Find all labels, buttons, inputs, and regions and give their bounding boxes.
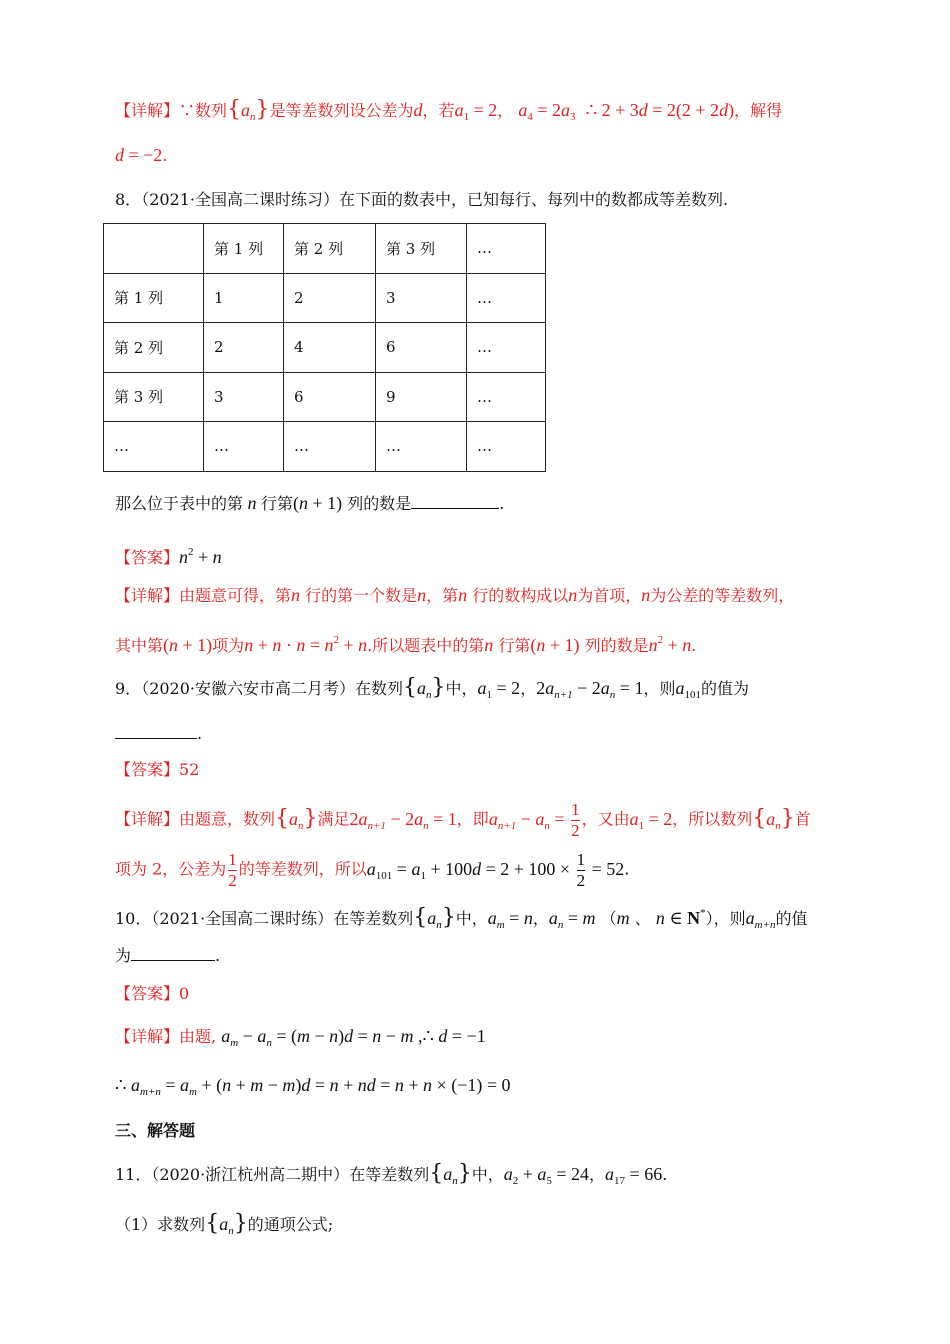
table-cell: 第 2 列 [284,224,376,274]
math: n [291,585,301,605]
text: 中， [455,909,488,928]
table-cell: 6 [376,323,467,373]
table-cell: … [376,422,467,472]
math: $n^2 + n$ [648,634,692,655]
text: . [499,494,505,513]
text: . [691,636,697,655]
text: 由题意，数列 [179,809,276,829]
table-cell: 第 2 列 [104,323,204,373]
math: $\{a_n\}$ [413,905,456,931]
table-cell: 2 [204,323,284,373]
math: $a_{17} = 66$ [605,1164,663,1187]
text: 由题, [179,1027,217,1046]
math: d = −2 [115,145,163,165]
text: 的值 [775,909,808,928]
math: $n + n \cdot n = n^2 + n$ [244,634,368,655]
table-cell: 9 [376,372,467,422]
q9-blank-line [115,722,202,746]
detail-tag: 【详解】 [115,1027,180,1046]
text: （1）求数列 [115,1215,206,1234]
table-cell: … [284,422,376,472]
text: 的值为 [700,679,749,698]
math: $2a_{n+1} - 2a_n = 1$ [536,678,644,701]
table-cell: 3 [376,273,467,323]
text: 那么位于表中的第 [115,494,244,513]
table-cell: 第 1 列 [204,224,284,274]
math: $\{a_n\}$ [205,1211,248,1237]
table-cell [104,224,204,274]
text: 其中第 [115,636,164,655]
number-table [103,223,546,472]
text: ∵数列 [179,101,228,120]
q9-stem [115,676,749,707]
table-row [104,273,546,323]
question-number: 10． [115,909,152,928]
answer-blank [411,494,499,509]
table-cell: … [104,422,204,472]
answer-value: 52 [179,760,200,779]
math: n [417,585,427,605]
question-source: （2020·安徽六安市高二月考） [141,679,355,698]
q8-question [115,491,504,516]
table-cell: … [204,422,284,472]
math: n ∈ N* [655,907,706,928]
table-row [104,224,546,274]
math: n [568,585,578,605]
q11-stem [115,1162,667,1193]
q9-detail-line1 [115,800,811,841]
text: ， [589,1165,606,1184]
math: (n + 1) [163,635,213,655]
text: ，若 [422,101,455,120]
math: $a_n = m$ [548,908,596,931]
math: $\{a_n\}$ [752,805,795,832]
table-row [104,323,546,373]
math: (n + 1) [530,635,580,655]
q10-stem [115,901,808,937]
text: . [624,859,630,879]
table-row [104,422,546,472]
math: $a_1 = 2$ [477,678,521,701]
q9-detail-line2 [115,850,629,891]
text: . [215,946,221,965]
math: $a_4 = 2a_3$ [518,100,576,123]
text: 为公差的等差数列， [650,586,795,605]
text: 为首项， [577,586,642,605]
text: ，所以数列 [672,809,753,829]
text: 是等差数列设公差为 [269,101,414,120]
q8-detail-line2 [115,628,696,658]
math: $\{a_n\}$ [403,675,446,701]
text: . [162,146,168,165]
text: 的等差数列，所以 [238,859,367,879]
text: 在等差数列 [349,1165,430,1184]
table-cell: 3 [204,372,284,422]
math: $a_m - a_n = (m - n)d = n - m$ ,∴ d = −1 [221,1026,486,1049]
math: n [458,585,468,605]
table-cell: 第 3 列 [104,372,204,422]
answer-blank [131,946,215,961]
answer-value: 0 [179,984,190,1003]
math: n [484,635,494,655]
text: 满足 [317,809,350,829]
question-text: 在下面的数表中，已知每行、每列中的数都成等差数列. [339,190,729,209]
q7-detail-line2 [115,143,167,168]
question-number: 8． [115,190,142,209]
text: .所以题表中的第 [367,636,485,655]
question-number: 11． [115,1165,152,1184]
question-source: （2020·浙江杭州高二期中） [151,1165,350,1184]
text: ， [532,909,549,928]
text: ，解得 [734,101,783,120]
table-cell: … [467,224,546,274]
text: 行的第一个数是 [305,586,418,605]
math: n [243,493,262,513]
table-cell: 1 [204,273,284,323]
text: . [197,724,203,743]
section-heading: 三、解答题 [115,1121,196,1140]
text: 的通项公式; [247,1215,334,1234]
q8-stem [115,188,728,212]
text: ，又由 [581,809,630,829]
q10-answer [115,982,189,1006]
q10-detail-line2 [115,1073,511,1104]
text: 项为 [212,636,245,655]
text: 在等差数列 [333,909,414,928]
text: 在数列 [355,679,404,698]
text: 、 [634,909,651,928]
math: ∴ $a_{m+n} = a_m + (n + m - m)d = n$ + nd = n + n × (−1) = 0 [115,1075,511,1098]
text: （ [600,909,617,928]
table-cell: 6 [284,372,376,422]
question-source: （2021·全国高二课时练） [151,909,334,928]
text: 首 [794,809,811,829]
text: 列的数是 [347,494,412,513]
text: 项为 2，公差为 [115,859,227,879]
q10-detail-line1 [115,1024,486,1055]
text: 中， [471,1165,504,1184]
text: 行的数构成以 [472,586,569,605]
text: 行第 [498,636,531,655]
table-cell: 第 1 列 [104,273,204,323]
q11-part1 [115,1212,333,1243]
math: $a_{101}$ [675,678,701,701]
table-cell: 4 [284,323,376,373]
text: ，即 [456,809,489,829]
text: ，第 [426,586,459,605]
text: ， [497,101,514,120]
q9-answer [115,758,199,782]
math: n [641,585,651,605]
math: $a_2 + a_5 = 24$ [503,1164,590,1187]
q8-detail-line1 [115,583,794,608]
answer-tag: 【答案】 [115,760,180,779]
math: (n + 1) [293,493,343,513]
math: $a_1 = 2$ [629,808,673,832]
text: 中， [445,679,478,698]
math: $\frac{1}{2}$ [228,850,237,890]
table-cell: … [467,323,546,373]
math: d [413,100,423,120]
table-cell: … [467,372,546,422]
table-row [104,372,546,422]
text: . [662,1165,668,1184]
text: ），则 [705,909,746,928]
text: 为 [115,946,132,965]
answer-blank [115,724,197,739]
table-cell: … [467,273,546,323]
q10-stem-line2 [115,944,220,968]
question-source: （2021·全国高二课时练习） [141,190,339,209]
math: $\{a_n\}$ [227,97,270,123]
table-cell: 2 [284,273,376,323]
math: $\{a_n\}$ [275,805,318,832]
detail-tag: 【详解】 [115,809,180,829]
math: ∴ 2 + 3d = 2(2 + 2d) [585,100,735,120]
answer-tag: 【答案】 [115,548,180,567]
text: 列的数是 [584,636,649,655]
q7-detail-line1 [115,98,782,129]
math: $\{a_n\}$ [429,1161,472,1187]
table-cell: … [467,422,546,472]
table-cell: 第 3 列 [376,224,467,274]
detail-tag: 【详解】 [115,586,180,605]
text: ，则 [643,679,676,698]
text: ， [520,679,537,698]
q8-answer [115,540,222,570]
math: $2a_{n+1} - 2a_n = 1$ [349,808,457,832]
text: 由题意可得，第 [179,586,292,605]
math: $a_{101} = a_1 + 100d = 2 + 100$ × $\frac{1}{2}$ = 52 [366,850,625,890]
detail-tag: 【详解】 [115,101,180,120]
math: $a_1 = 2$ [454,100,498,123]
math: $n^2 + n$ [179,546,222,567]
math: $a_{n+1} - a_n$ = $\frac{1}{2}$ [488,800,580,840]
math: m [616,908,630,928]
math: $a_{m+n}$ [745,908,776,931]
answer-tag: 【答案】 [115,984,180,1003]
math: $a_m = n$ [487,908,533,931]
text: 行第 [261,494,294,513]
question-number: 9． [115,679,142,698]
